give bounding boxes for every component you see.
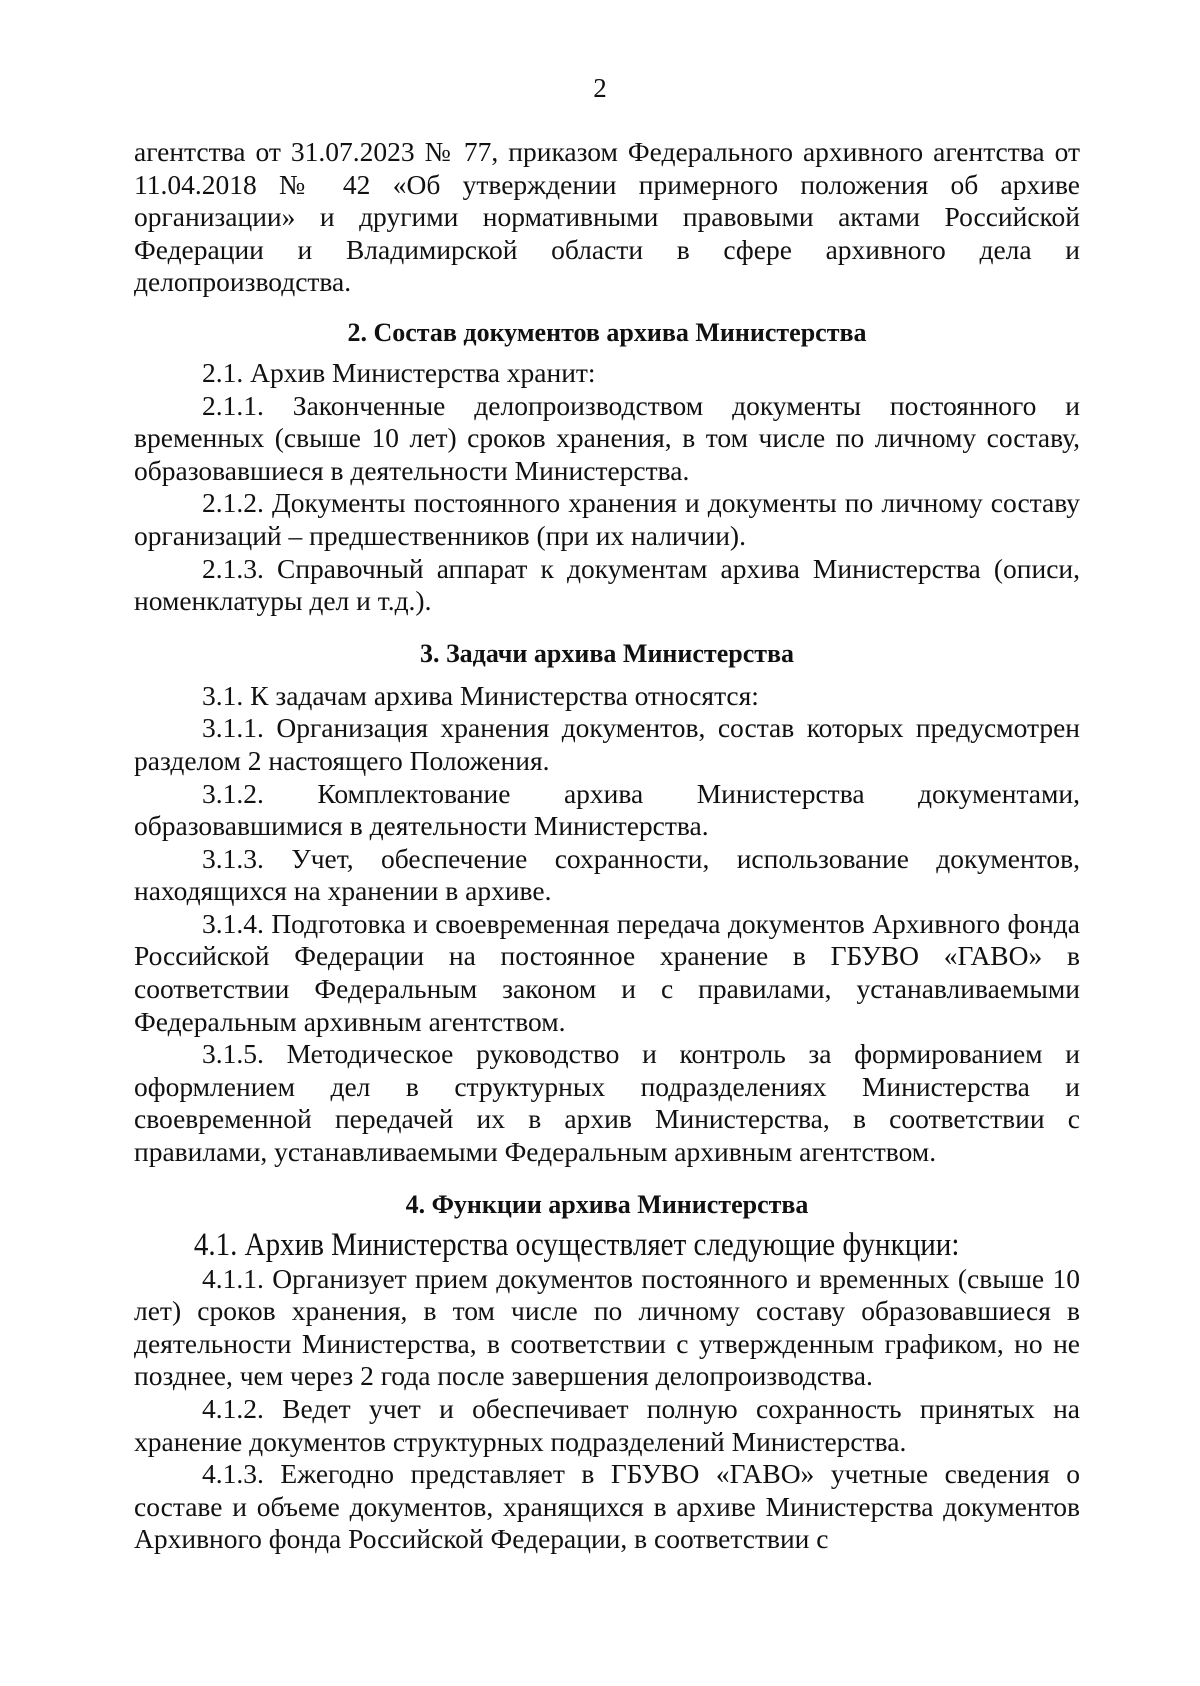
document-body (134, 136, 1080, 1556)
paragraph-4-1: 4.1. Архив Министерства осуществляет следующие функции: (193, 1226, 960, 1263)
paragraph-2-1-1: 2.1.1. Законченные делопроизводством документы постоянного и временных (свыше 10 лет) сроков хранения, в том числе по личному составу, образовавшиеся в деятельности Министерства. (134, 389, 1080, 486)
paragraph-3-1-4: 3.1.4. Подготовка и своевременная передача документов Архивного фонда Российской Федерации на постоянное хранение в ГБУВО «ГАВО» в соответствии Федеральным законом и с правилами, устанавливаемыми Федеральным архивным агентством. (134, 907, 1080, 1037)
paragraph-2-1-2: 2.1.2. Документы постоянного хранения и документы по личному составу организаций – предшественников (при их наличии). (134, 487, 1080, 551)
page-number: 2 (593, 73, 607, 103)
paragraph-3-1-3: 3.1.3. Учет, обеспечение сохранности, использование документов, находящихся на хранении в архиве. (134, 842, 1080, 907)
paragraph-2-1-3: 2.1.3. Справочный аппарат к документам архива Министерства (описи, номенклатуры дел и т.д.). (134, 552, 1080, 617)
paragraph-3-1: 3.1. К задачам архива Министерства относятся: (202, 679, 759, 711)
paragraph-2-1: 2.1. Архив Министерства хранит: (202, 356, 596, 388)
section-4-heading: 4. Функции архива Министерства (405, 1189, 809, 1219)
section-2-heading: 2. Состав документов архива Министерства (347, 317, 867, 347)
paragraph-4-1-3: 4.1.3. Ежегодно представляет в ГБУВО «ГАВО» учетные сведения о составе и объеме документов, хранящихся в архиве Министерства документов Архивного фонда Российской Федерации, в соответствии с (134, 1458, 1080, 1555)
intro-paragraph: агентства от 31.07.2023 № 77, приказом Федерального архивного агентства от 11.04.2018 № 42 «Об утверждении примерного положения об архиве организации» и другими нормативными правовыми актами Российской Федерации и Владимирской области в сфере архивного дела и делопроизводства. (134, 136, 1080, 298)
paragraph-4-1-2: 4.1.2. Ведет учет и обеспечивает полную сохранность принятых на хранение документов структурных подразделений Министерства. (134, 1393, 1080, 1457)
paragraph-4-1-1: 4.1.1. Организует прием документов постоянного и временных (свыше 10 лет) сроков хранения, в том числе по личному составу образовавшиеся в деятельности Министерства, в соответствии с утвержденным графиком, но не позднее, чем через 2 года после завершения делопроизводства. (134, 1262, 1080, 1392)
paragraph-3-1-5: 3.1.5. Методическое руководство и контроль за формированием и оформлением дел в структурных подразделениях Министерства и своевременной передачей их в архив Министерства, в соответствии с правилами, устанавливаемыми Федеральным архивным агентством. (134, 1038, 1080, 1168)
paragraph-3-1-1: 3.1.1. Организация хранения документов, состав которых предусмотрен разделом 2 настоящего Положения. (134, 712, 1080, 776)
paragraph-3-1-2: 3.1.2. Комплектование архива Министерства документами, образовавшимися в деятельности Министерства. (134, 777, 1080, 842)
section-3-heading: 3. Задачи архива Министерства (419, 638, 795, 668)
